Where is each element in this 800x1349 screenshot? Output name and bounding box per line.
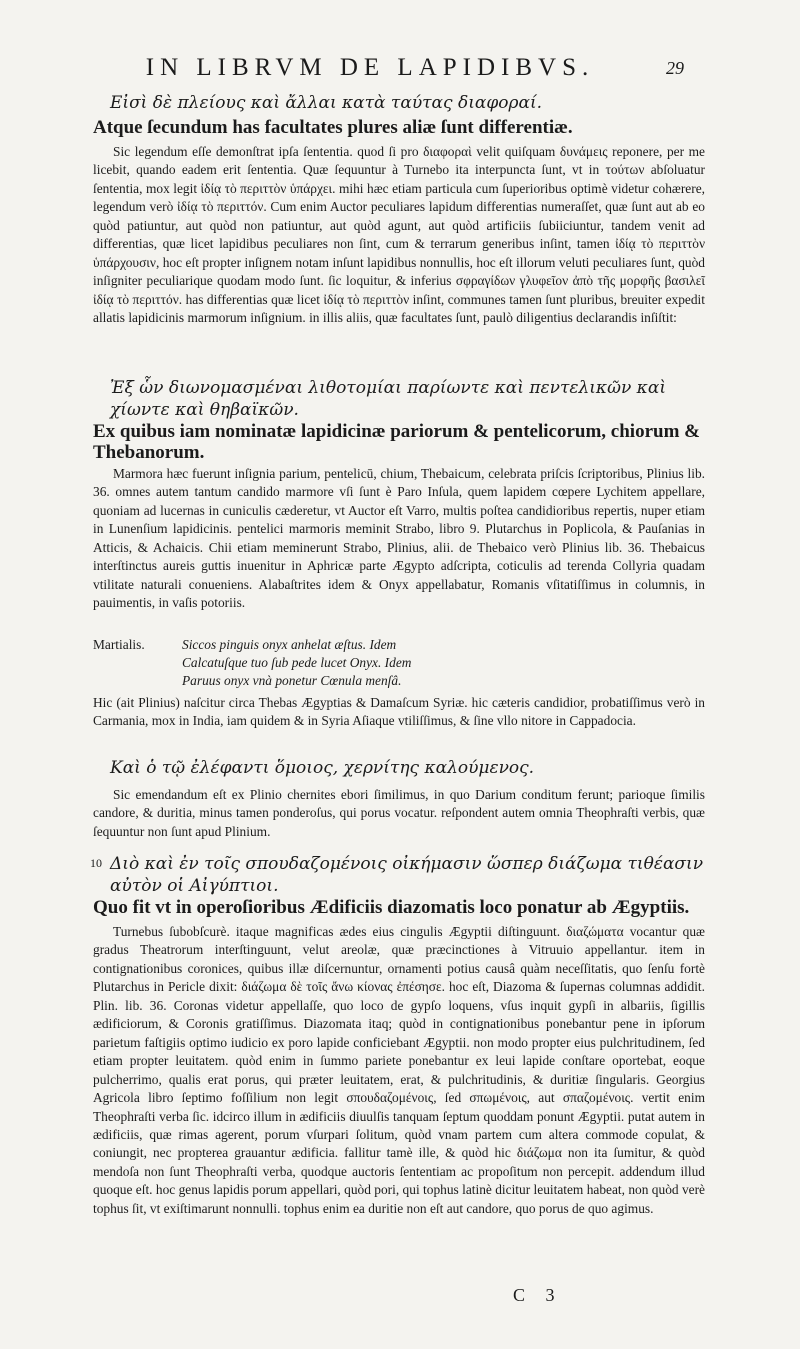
greek-lemma-1: Εἰσὶ δὲ πλείους καὶ ἄλλαι κατὰ ταύτας διαφοραί.	[110, 93, 543, 113]
greek-lemma-4: Διὸ καὶ ἐν τοῖς σπουδαζομένοις οἰκήμασιν ὥσπερ διάζωμα τιθέασιν αὐτὸν οἱ Αἰγύπτιοι.	[110, 854, 704, 896]
verse-line: Calcatuſque tuo ſub pede lucet Onyx. Idem	[182, 655, 412, 670]
commentary-3-text: Hic (ait Plinius) naſcitur circa Thebas Ægyptias & Damaſcum Syriæ. hic cæteris candidior, probatiſſimus verò in Carmania, mox in India, iam quidem & in Syria Aſiaque vtiliſſimus, & ſine vllo nitore in Cappadocia.	[93, 695, 705, 729]
running-title: IN LIBRVM DE LAPIDIBVS.	[145, 54, 595, 81]
line-number: 10	[90, 856, 102, 870]
greek-lemma-2: Ἐξ ὧν διωνομασμέναι λιθοτομίαι παρίωντε καὶ πεντελικῶν καὶ χίωντε καὶ θηβαϊκῶν.	[110, 378, 666, 420]
signature-mark: C 3	[513, 1285, 563, 1305]
commentary-3b	[93, 786, 705, 841]
commentary-1	[93, 143, 705, 328]
latin-lemma-4: Quo fit vt in operoſioribus Ædificiis diazomatis loco ponatur ab Ægyptiis.	[93, 897, 690, 918]
folio-number: 29	[666, 58, 684, 78]
commentary-3b-text: Sic emendandum eſt ex Plinio chernites ebori ſimilimus, in quo Darium conditum ferunt; parioque ſimilis candore, & duritia, minus tamen ponderoſus, qui porus vocatur. reſpondent autem omnia Theophraſti verbis, quæ ſequuntur non ſunt apud Plinium.	[93, 787, 705, 839]
commentary-4-text: Turnebus ſubobſcurè. itaque magnificas ædes eius cingulis Ægyptii diſtinguunt. διαζώματα vocantur quæ gradus Theatrorum interſtinguunt, velut areolæ, quæ præcinctiones à Vitruuio appellantur. item in contignationibus coronices, quibus illæ diſcernuntur, ornamenti potius causâ quàm neceſſitatis, quo ſenſu fortè Plutarchus in Pericle dixit: διάζωμα δὲ τοῖς ἄνω κίονας ἐπέσησε. hoc eſt, Diazoma & ſupernas columnas addidit. Plin. lib. 36. Coronas videtur appellaſſe, quo loco de gypſo loquens, vſus inquit gypſi in albariis, ſigillis ædificiorum, & Coronis gratiſſimus. Diazomata itaq; quòd in contignationibus ponebantur pene in ipſorum parietum faſtigiis optimo iudicio ex poro lapide conficiebant Ægyptii. non modo propter eius pulchritudinem, ſed etiam propter leuitatem. quòd enim in ſummo pariete ponebantur ex leui lapide conſtare oportebat, eoque pulcherrimo, qualis erat porus, qui præter leuitatem, erat, & pulchritudinis, & duritiæ ſingularis. Georgius Agricola libro ſeptimo foſſilium non legit σπουδαζομένοις, ſed σπωμένοις, aut σπαζομένοις. vertit enim Theophraſti verba ſic. idcirco illum in ædificiis diuulſis tanquam ſeptum quoddam ponunt Ægyptii. putat autem in ædificiis, quæ rimas agerent, porum vſurpari ſolitum, quòd vnam partem cum altera commode copulat, & coniungit, nec propterea grauantur ædificia. fallitur tamè ille, & quòd hic διάζωμα non ita ſumitur, & quòd mendoſa non ſunt Theophraſti verba, quodque auctoris ſententiam ac propoſitum non percepit. addendum illud quoque eſt. hoc genus lapidis porum appellari, quòd pori, qui tophus latinè dicitur leuitatem habeat, non quòd verè tophus ſit, vt exiſtimarunt nonnulli. tophus enim ea duritie non eſt aut candore, quo porus de quo agimus.	[93, 924, 705, 1216]
greek-lemma-3: Καὶ ὁ τῷ ἐλέφαντι ὅμοιος, χερνίτης καλούμενος.	[110, 758, 535, 778]
latin-lemma-1: Atque ſecundum has facultates plures aliæ ſunt differentiæ.	[93, 117, 573, 138]
verse-line: Siccos pinguis onyx anhelat æſtus. Idem	[182, 637, 397, 652]
commentary-4	[93, 923, 705, 1218]
commentary-1-text: Sic legendum eſſe demonſtrat ipſa ſententia. quod ſi pro διαφοραὶ velit quiſquam δυνάμεις reponere, per me licebit, quando eadem erit ſententia. Quæ ſequuntur à Turnebo ita interpuncta ſunt, vt in τούτων abſoluatur ſententia, mox legit ἰδίᾳ τὸ περιττὸν ὑπάρχει. mihi hæc etiam particula cum ſuperioribus optimè videtur cohærere, legendum verò ἰδίᾳ τὸ περιττόν. Cum enim Auctor peculiares lapidum differentias numeraſſet, quæ ſunt aut ab eo quòd patiuntur, aut quòd non patiuntur, aut quòd agunt, aut quòd artificiis ſubiiciuntur, tandem venit ad differentias, quæ licet lapidibus peculiares non ſint, cum & terrarum generibus inſint, tamen ἰδίᾳ τὸ περιττὸν ὑπάρχουσιν, hoc eſt propter inſignem notam inſunt lapidibus nonnullis, hoc eſt illorum veluti peculiares ſunt, quòd inſigniter peculiarique quodam modo ſunt. ſic loquitur, & inferius σφραγίδων γλυφεῖον ἀπὸ τῆς μορφῆς βασιλεῖ ἰδίᾳ τὸ περιττόν. has differentias quæ licet ἰδίᾳ τὸ περιττὸν inſint, communes tamen ſunt pluribus, breuiter expedit allatis lapidicinis marmorum inſignium. in illis aliis, quæ facultates ſunt, paulò diligentius declarandis inſiſtit:	[93, 144, 705, 326]
martial-verses	[182, 636, 632, 690]
commentary-3	[93, 694, 705, 731]
commentary-2-text: Marmora hæc fuerunt inſignia parium, pentelicū, chium, Thebaicum, celebrata priſcis ſcriptoribus, Plinius lib. 36. omnes autem tantum candido marmore vſi ſunt è Paro Inſula, quem lapidem cœpere Lychitem appellare, quoniam ad lucernas in cuniculis cæderetur, vt Auctor eſt Varro, multis poſtea candidioribus repertis, nuper etiam in Lunenſium lapidicinis. pentelici marmoris meminit Strabo, libro 9. Plutarchus in Poplicola, & Pauſanias in Atticis, & Achaicis. Chii etiam meminerunt Strabo, Plinius, alii. de Thebaico verò Plinius lib. 36. Thebaicus interſtinctus aureis guttis inuenitur in Aphricæ parte Ægypto adſcripta, coticulis ad terenda Collyria quadam vtilitate naturali conueniens. Alabaſtrites idem & Onyx appellabatur, Romanis vſitatiſſimus in columnis, in pauimentis, in vaſis potoriis.	[93, 466, 705, 611]
latin-lemma-2: Ex quibus iam nominatæ lapidicinæ pariorum & pentelicorum, chiorum & Thebanorum.	[93, 421, 700, 463]
verse-line: Paruus onyx vnà ponetur Cœnula menſâ.	[182, 673, 402, 688]
martial-label: Martialis.	[93, 637, 145, 652]
commentary-2	[93, 465, 705, 613]
